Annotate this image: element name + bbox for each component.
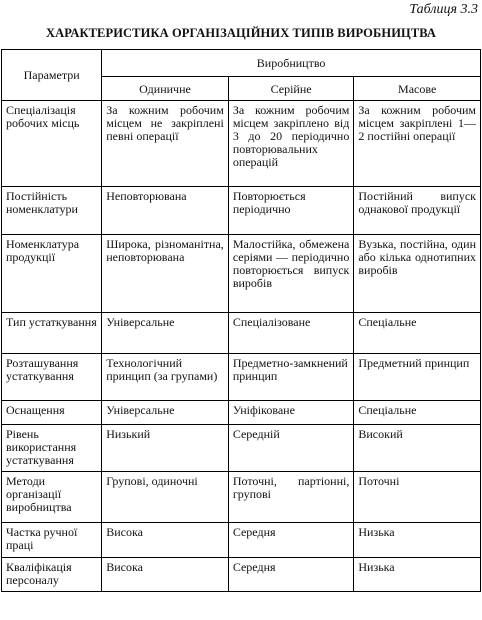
row-value-cell: Висока — [102, 558, 229, 592]
row-value-cell: Середня — [228, 523, 354, 558]
row-value-cell: Технологічний принцип (за групами) — [102, 354, 229, 401]
row-param-cell: Постійність номенклатури — [2, 187, 102, 235]
table-row — [2, 401, 481, 425]
table-row — [2, 472, 481, 523]
row-value-cell: Універсальне — [102, 313, 229, 354]
row-value-cell: За кожним робочим місцем закріплені 1—2 постійні операції — [354, 101, 481, 187]
row-value-cell: Уніфіковане — [228, 401, 354, 425]
header-col-serial: Серійне — [228, 77, 354, 101]
row-value-cell: Малостійка, обмежена серіями — періодично повторюється випуск виробів — [228, 235, 354, 313]
row-param-cell: Частка ручної праці — [2, 523, 102, 558]
row-value-cell: Середня — [228, 558, 354, 592]
row-param-cell: Рівень використання устаткування — [2, 425, 102, 472]
row-value-cell: Спеціальне — [354, 401, 481, 425]
row-value-cell: Середній — [228, 425, 354, 472]
row-param-cell: Тип устаткування — [2, 313, 102, 354]
row-value-cell: Групові, одиночні — [102, 472, 229, 523]
header-params: Параметри — [2, 50, 102, 101]
row-param-cell: Оснащення — [2, 401, 102, 425]
row-value-cell: Поточні — [354, 472, 481, 523]
table-row — [2, 235, 481, 313]
production-types-table — [1, 49, 481, 592]
row-value-cell: Високий — [354, 425, 481, 472]
table-row — [2, 523, 481, 558]
header-col-single: Одиничне — [102, 77, 229, 101]
row-value-cell: Низька — [354, 558, 481, 592]
row-value-cell: Неповторювана — [102, 187, 229, 235]
table-row — [2, 187, 481, 235]
row-value-cell: Предметний принцип — [354, 354, 481, 401]
row-param-cell: Номенклатура продукції — [2, 235, 102, 313]
row-value-cell: Повторюється періодично — [228, 187, 354, 235]
header-col-mass: Масове — [354, 77, 481, 101]
table-row — [2, 425, 481, 472]
row-value-cell: За кожним робочим місцем закріплено від 3 до 20 періодично повторювальних операцій — [228, 101, 354, 187]
row-param-cell: Розташування устаткування — [2, 354, 102, 401]
row-value-cell: Спеціальне — [354, 313, 481, 354]
row-value-cell: Універсальне — [102, 401, 229, 425]
row-param-cell: Спеціалізація робочих місць — [2, 101, 102, 187]
table-row — [2, 354, 481, 401]
row-param-cell: Кваліфікація персоналу — [2, 558, 102, 592]
table-row — [2, 558, 481, 592]
row-value-cell: За кожним робочим місцем не закріплені певні операції — [102, 101, 229, 187]
row-value-cell: Низький — [102, 425, 229, 472]
row-value-cell: Постійний випуск однакової продукції — [354, 187, 481, 235]
row-param-cell: Методи організації виробництва — [2, 472, 102, 523]
table-caption: Таблиця 3.3 — [409, 2, 478, 17]
row-value-cell: Поточні, партіонні, групові — [228, 472, 354, 523]
row-value-cell: Широка, різноманітна, неповторювана — [102, 235, 229, 313]
row-value-cell: Вузька, постійна, один або кілька однотипних виробів — [354, 235, 481, 313]
row-value-cell: Спеціалізоване — [228, 313, 354, 354]
table-row — [2, 101, 481, 187]
table-row — [2, 313, 481, 354]
row-value-cell: Висока — [102, 523, 229, 558]
table-title: ХАРАКТЕРИСТИКА ОРГАНІЗАЦІЙНИХ ТИПІВ ВИРОБНИЦТВА — [45, 26, 437, 40]
row-value-cell: Предметно-замкнений принцип — [228, 354, 354, 401]
row-value-cell: Низька — [354, 523, 481, 558]
header-production: Виробництво — [102, 50, 481, 77]
